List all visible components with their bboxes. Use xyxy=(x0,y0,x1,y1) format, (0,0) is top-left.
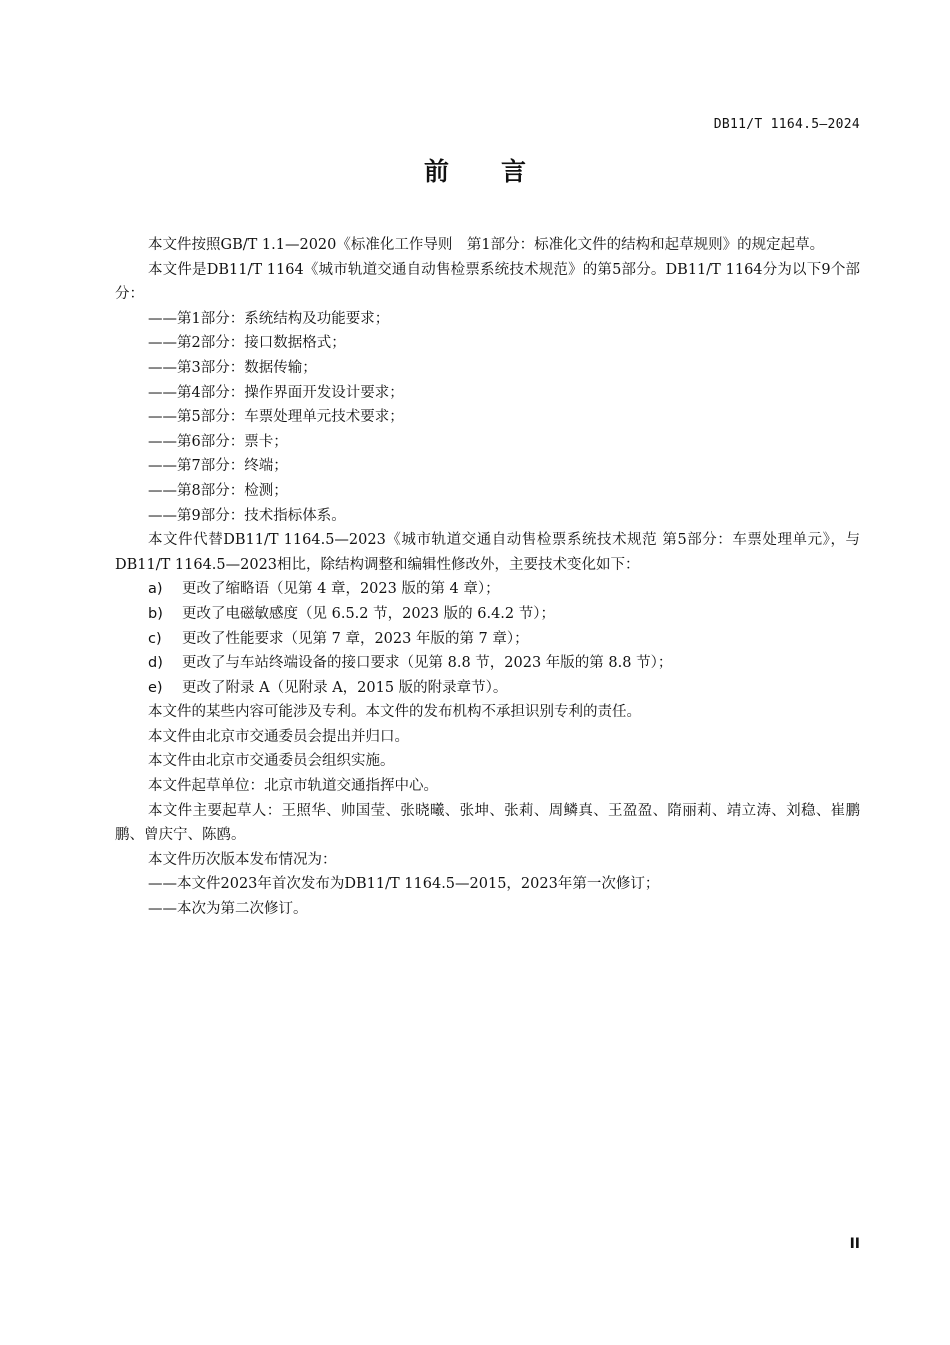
paragraph: 本文件代替DB11/T 1164.5—2023《城市轨道交通自动售检票系统技术规范 第5部分：车票处理单元》，与DB11/T 1164.5—2023相比，除结构调整和编辑性修改外，主要技术变化如下： xyxy=(115,532,860,573)
change-marker: e) xyxy=(148,679,163,696)
change-marker: c) xyxy=(148,630,162,647)
change-item xyxy=(115,651,860,676)
change-marker: b) xyxy=(148,605,163,622)
list-item: ——第1部分：系统结构及功能要求； xyxy=(148,310,390,327)
paragraph: 本文件的某些内容可能涉及专利。本文件的发布机构不承担识别专利的责任。 xyxy=(148,704,641,721)
paragraph: 本文件按照GB/T 1.1—2020《标准化工作导则 第1部分：标准化文件的结构和起草规则》的规定起草。 xyxy=(148,237,825,253)
list-item: ——第2部分：接口数据格式； xyxy=(148,335,346,352)
change-text: 更改了附录 A（见附录 A，2015 版的附录章节）。 xyxy=(182,679,508,696)
paragraph: 本文件由北京市交通委员会组织实施。 xyxy=(148,753,395,770)
paragraph: 本文件由北京市交通委员会提出并归口。 xyxy=(148,728,409,745)
change-text: 更改了电磁敏感度（见 6.5.2 节，2023 版的 6.4.2 节）； xyxy=(182,605,555,622)
document-code: DB11/T 1164.5—2024 xyxy=(713,117,860,132)
page-title: 前言 xyxy=(423,157,578,186)
list-item: ——第8部分：检测； xyxy=(148,482,288,499)
change-text: 更改了与车站终端设备的接口要求（见第 8.8 节，2023 年版的第 8.8 节）； xyxy=(182,655,673,672)
list-item: ——第3部分：数据传输； xyxy=(148,359,317,376)
change-item xyxy=(115,602,860,627)
paragraph: 本文件历次版本发布情况为： xyxy=(148,851,337,868)
document-body xyxy=(115,233,860,922)
paragraph: 本文件是DB11/T 1164《城市轨道交通自动售检票系统技术规范》的第5部分。DB11/T 1164分为以下9个部分： xyxy=(115,261,860,303)
list-item: ——本次为第二次修订。 xyxy=(148,901,308,918)
change-marker: d) xyxy=(148,655,163,672)
list-item: ——第5部分：车票处理单元技术要求； xyxy=(148,409,404,426)
list-item: ——第6部分：票卡； xyxy=(148,433,288,450)
list-item: ——本文件2023年首次发布为DB11/T 1164.5—2015，2023年第一次修订； xyxy=(148,876,660,893)
change-text: 更改了性能要求（见第 7 章，2023 年版的第 7 章）； xyxy=(182,630,529,647)
list-item: ——第7部分：终端； xyxy=(148,458,288,475)
change-text: 更改了缩略语（见第 4 章，2023 版的第 4 章）； xyxy=(182,581,500,598)
paragraph: 本文件起草单位：北京市轨道交通指挥中心。 xyxy=(148,778,438,795)
change-item xyxy=(115,676,860,701)
change-marker: a) xyxy=(148,581,163,598)
paragraph: 本文件主要起草人：王照华、帅国莹、张晓曦、张坤、张莉、周鳞真、王盈盈、隋丽莉、靖立涛、刘稳、崔鹏鹏、曾庆宁、陈鸥。 xyxy=(115,802,860,844)
change-item xyxy=(115,577,860,602)
page-number: II xyxy=(849,1236,860,1252)
list-item: ——第9部分：技术指标体系。 xyxy=(148,507,346,524)
change-item xyxy=(115,627,860,652)
list-item: ——第4部分：操作界面开发设计要求； xyxy=(148,384,404,401)
